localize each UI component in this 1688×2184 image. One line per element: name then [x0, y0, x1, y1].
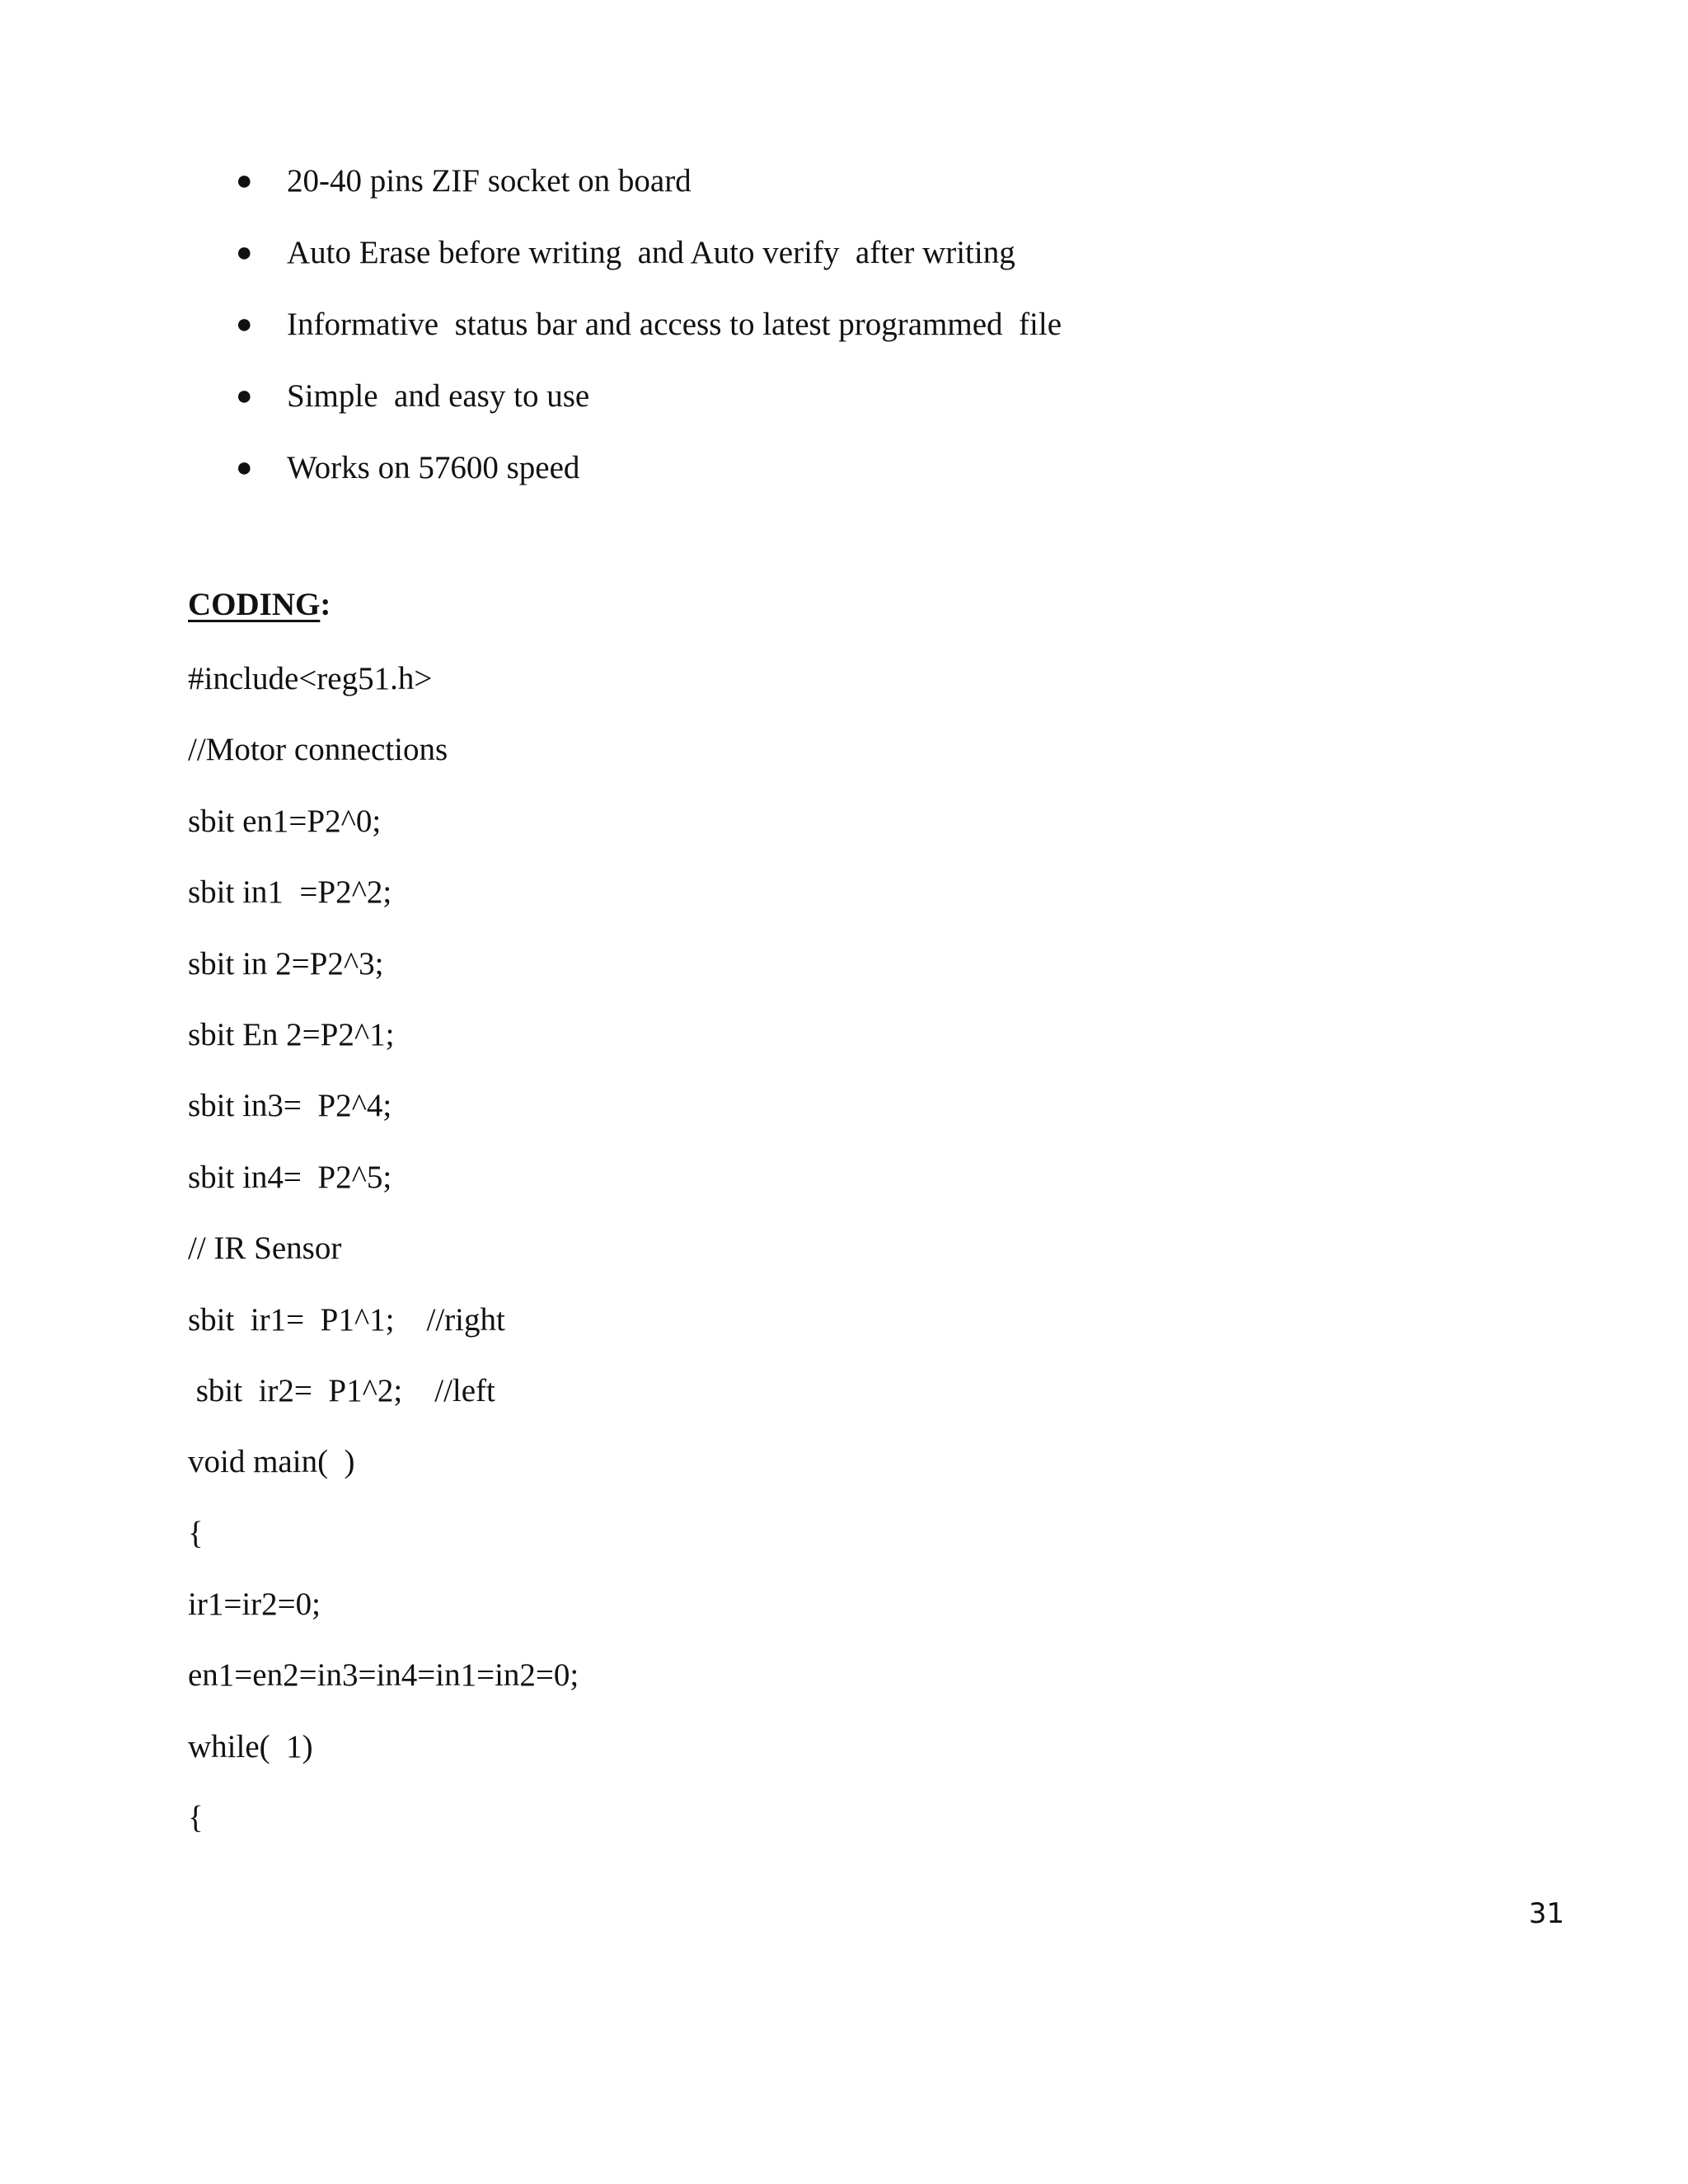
section-heading	[188, 580, 331, 630]
bullet-item	[236, 228, 1015, 300]
section-heading-text: CODING	[188, 587, 321, 622]
bullet-dot-icon: ●	[236, 309, 253, 340]
code-line: sbit ir2= P1^2; //left	[188, 1372, 495, 1408]
bullet-item	[236, 372, 590, 443]
code-line: sbit En 2=P2^1;	[188, 1016, 395, 1052]
code-line: sbit in4= P2^5;	[188, 1159, 392, 1195]
code-line: sbit in 2=P2^3;	[188, 945, 384, 982]
feature-bullet-list	[236, 157, 1062, 515]
code-line: ir1=ir2=0;	[188, 1586, 321, 1623]
code-line: sbit en1=P2^0;	[188, 803, 382, 839]
bullet-dot-icon: ●	[236, 166, 253, 196]
code-line: #include<reg51.h>	[188, 661, 433, 696]
bullet-text: Informative status bar and access to latest programmed file	[287, 307, 1062, 342]
code-listing	[188, 654, 579, 1865]
section-heading-colon: :	[320, 587, 331, 622]
code-line: sbit in1 =P2^2;	[188, 874, 392, 911]
bullet-text: Auto Erase before writing and Auto verify after writing	[287, 235, 1015, 270]
bullet-dot-icon: ●	[236, 452, 253, 483]
bullet-dot-icon: ●	[236, 381, 253, 411]
bullet-text: Works on 57600 speed	[287, 450, 580, 485]
code-line: sbit in3= P2^4;	[188, 1088, 392, 1124]
code-line: while( 1)	[188, 1728, 313, 1765]
code-line: void main( )	[188, 1444, 355, 1480]
code-line: en1=en2=in3=in4=in1=in2=0;	[188, 1657, 579, 1694]
bullet-item	[236, 157, 692, 228]
bullet-text: 20-40 pins ZIF socket on board	[287, 163, 692, 199]
bullet-item	[236, 300, 1062, 372]
code-line: sbit ir1= P1^1; //right	[188, 1301, 505, 1338]
code-line: {	[188, 1800, 204, 1836]
bullet-dot-icon: ●	[236, 237, 253, 268]
code-line: {	[188, 1515, 204, 1551]
bullet-item	[236, 443, 580, 515]
code-line: //Motor connections	[188, 732, 448, 768]
code-line: // IR Sensor	[188, 1230, 342, 1267]
bullet-text: Simple and easy to use	[287, 378, 590, 414]
page-number: 31	[1528, 1897, 1564, 1930]
